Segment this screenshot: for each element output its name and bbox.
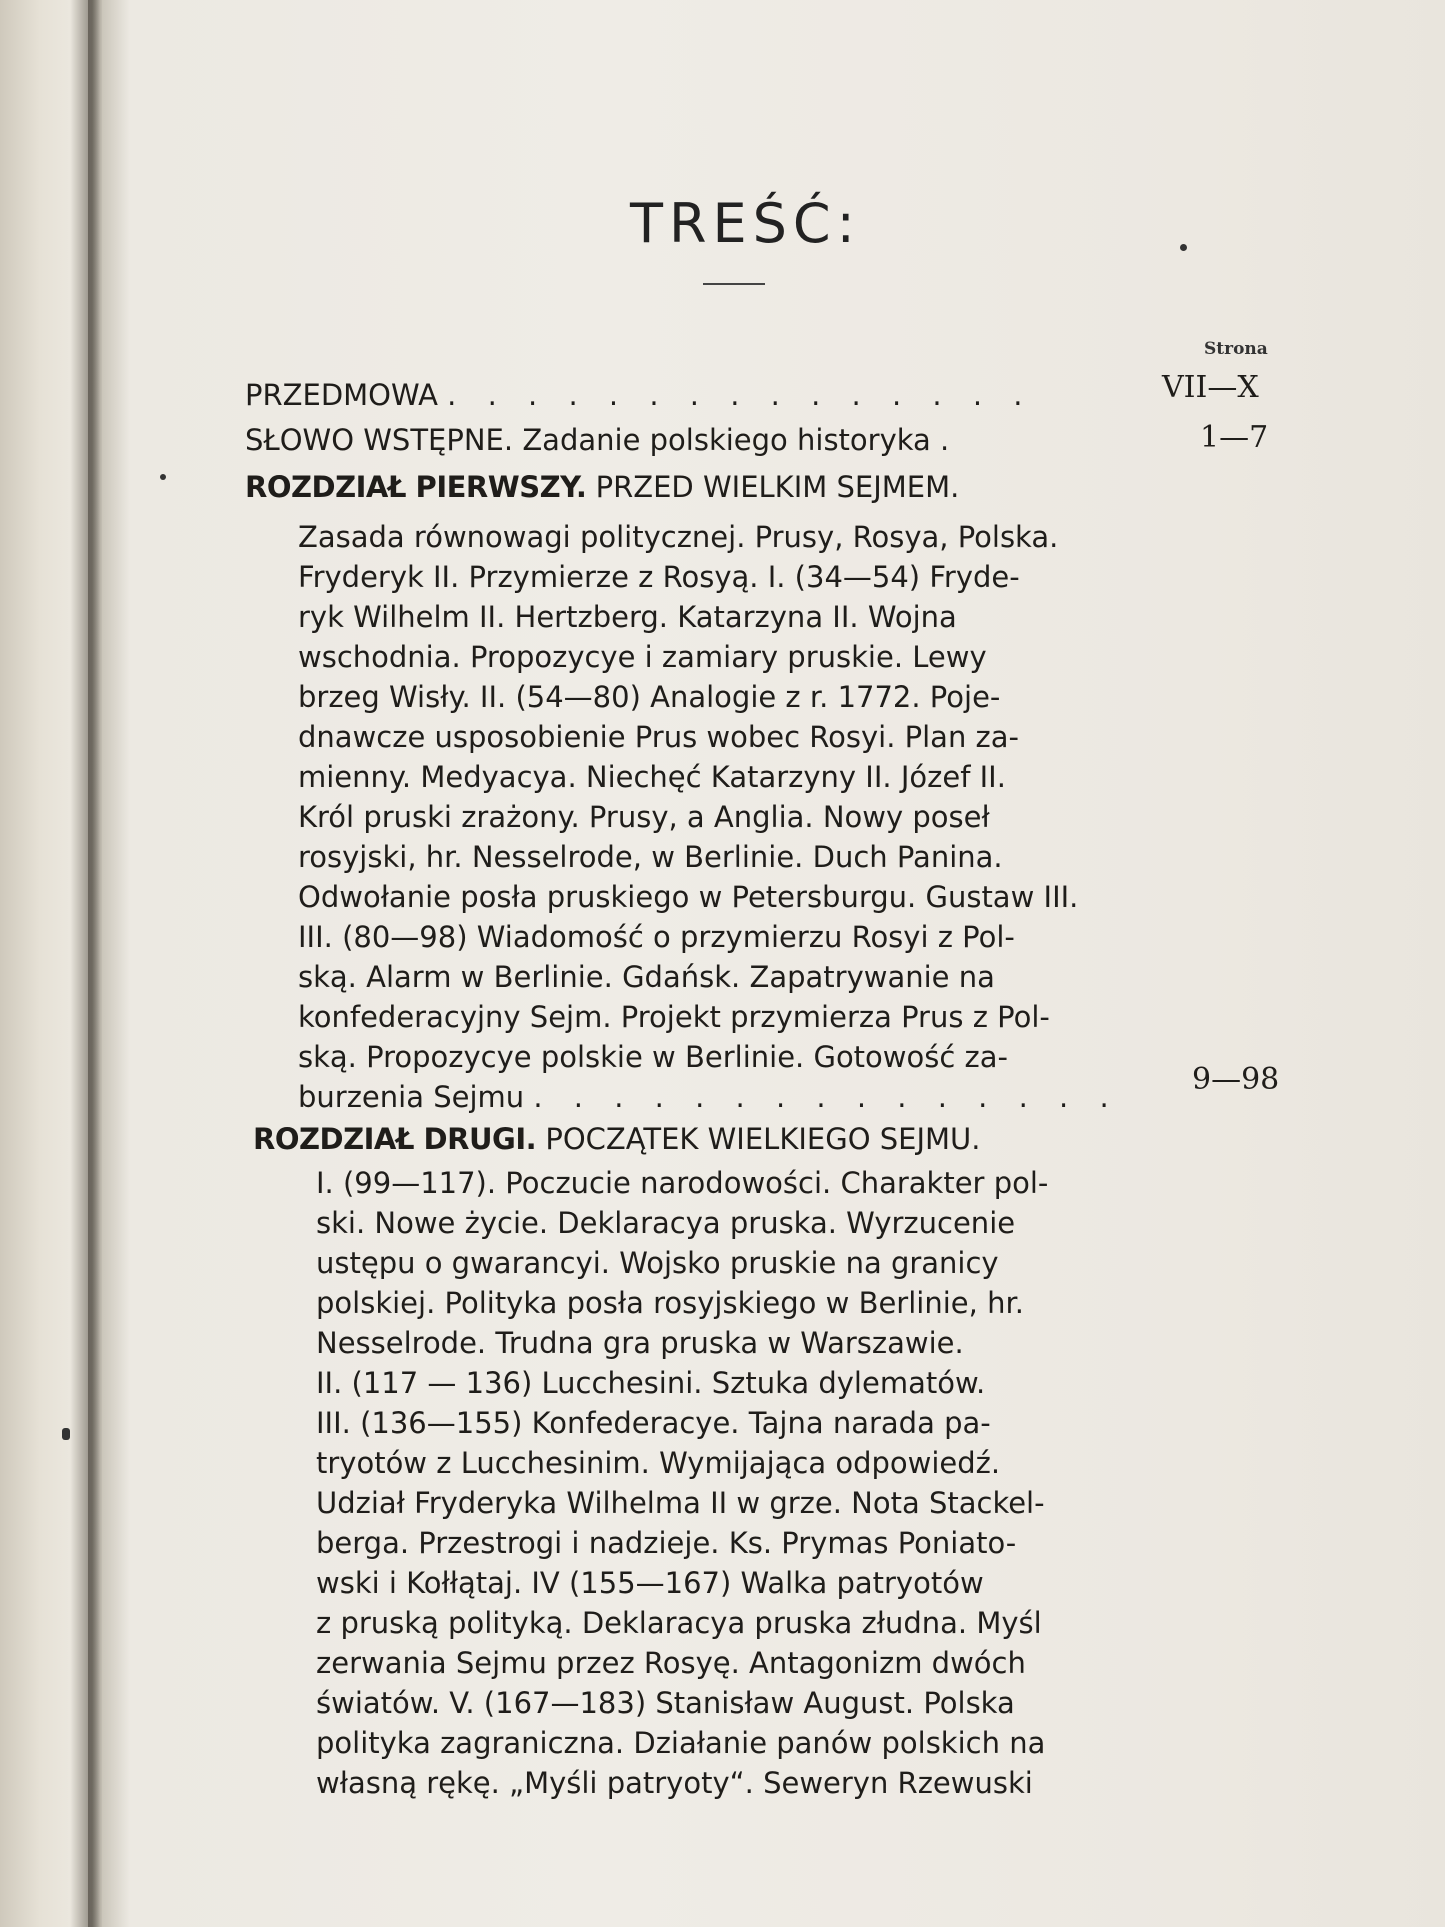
toc-entry-pages: 9—98 [1192,1062,1280,1097]
chapter-summary-line: światów. V. (167—183) Stanisław August. Polska [316,1686,1015,1720]
toc-entry-label: SŁOWO WSTĘPNE. Zadanie polskiego historyka . [245,423,950,457]
toc-entry-label: PRZEDMOWA [245,378,438,412]
chapter-title: PRZED WIELKIM SEJMEM. [595,470,960,504]
chapter-summary-line: dnawcze usposobienie Prus wobec Rosyi. Plan za- [298,720,1020,754]
ink-speck [1180,244,1187,251]
chapter-summary-line: wski i Kołłątaj. IV (155—167) Walka patryotów [316,1566,984,1600]
chapter-summary-line: własną rękę. „Myśli patryoty“. Seweryn Rzewuski [316,1766,1033,1800]
chapter-summary-line: tryotów z Lucchesinim. Wymijająca odpowiedź. [316,1446,1001,1480]
toc-entry [245,423,949,457]
chapter-summary-line: wschodnia. Propozycye i zamiary pruskie. Lewy [298,640,987,674]
chapter-heading [253,1122,981,1156]
chapter-summary-line: z pruską polityką. Deklaracya pruska złudna. Myśl [316,1606,1042,1640]
book-gutter-shadow [88,0,102,1927]
chapter-summary-line: zerwania Sejmu przez Rosyę. Antagonizm dwóch [316,1646,1026,1680]
chapter-summary-line: polityka zagraniczna. Działanie panów polskich na [316,1726,1046,1760]
chapter-summary-line: Nesselrode. Trudna gra pruska w Warszawie. [316,1326,964,1360]
chapter-summary-line: ryk Wilhelm II. Hertzberg. Katarzyna II. Wojna [298,600,957,634]
leader-dots: . . . . . . . . . . . . . . . [533,1080,1120,1114]
chapter-summary-line: Fryderyk II. Przymierze z Rosyą. I. (34—54) Fryde- [298,560,1020,594]
page-title: TREŚĆ: [630,192,861,255]
ink-speck [160,474,166,480]
chapter-summary-line: ską. Alarm w Berlinie. Gdańsk. Zapatrywanie na [298,960,995,994]
toc-entry-pages: VII—X [1162,370,1259,405]
chapter-summary-text: burzenia Sejmu [298,1080,525,1114]
chapter-summary-line: III. (80—98) Wiadomość o przymierzu Rosyi z Pol- [298,920,1015,954]
chapter-summary-line: III. (136—155) Konfederacye. Tajna narada pa- [316,1406,991,1440]
chapter-summary-line: Król pruski zrażony. Prusy, a Anglia. Nowy poseł [298,800,990,834]
chapter-number: ROZDZIAŁ PIERWSZY. [245,470,587,504]
chapter-summary-line: Udział Fryderyka Wilhelma II w grze. Nota Stackel- [316,1486,1045,1520]
toc-entry [245,378,1034,412]
chapter-summary-line: mienny. Medyacya. Niechęć Katarzyny II. Józef II. [298,760,1006,794]
toc-entry-pages: 1—7 [1200,420,1269,455]
chapter-summary-line: Odwołanie posła pruskiego w Petersburgu. Gustaw III. [298,880,1079,914]
chapter-summary-line: rosyjski, hr. Nesselrode, w Berlinie. Duch Panina. [298,840,1003,874]
chapter-summary-line: polskiej. Polityka posła rosyjskiego w Berlinie, hr. [316,1286,1024,1320]
chapter-title: POCZĄTEK WIELKIEGO SEJMU. [545,1122,981,1156]
page-column-header: Strona [1204,339,1268,359]
ink-speck [62,1428,70,1440]
chapter-summary-line: I. (99—117). Poczucie narodowości. Charakter pol- [316,1166,1049,1200]
chapter-summary-line: ustępu o gwarancyi. Wojsko pruskie na granicy [316,1246,999,1280]
chapter-summary-line: ską. Propozycye polskie w Berlinie. Gotowość za- [298,1040,1008,1074]
chapter-summary-line: II. (117 — 136) Lucchesini. Sztuka dylematów. [316,1366,986,1400]
chapter-summary-line: konfederacyjny Sejm. Projekt przymierza Prus z Pol- [298,1000,1050,1034]
chapter-number: ROZDZIAŁ DRUGI. [253,1122,537,1156]
chapter-summary-line: Zasada równowagi politycznej. Prusy, Rosya, Polska. [298,520,1059,554]
leader-dots: . . . . . . . . . . . . . . . [447,378,1034,412]
chapter-summary-line: berga. Przestrogi i nadzieje. Ks. Prymas Poniato- [316,1526,1017,1560]
title-divider [703,283,765,285]
chapter-summary-line [298,1080,1120,1114]
chapter-summary-line: brzeg Wisły. II. (54—80) Analogie z r. 1772. Poje- [298,680,1001,714]
chapter-heading [245,470,959,504]
chapter-summary-line: ski. Nowe życie. Deklaracya pruska. Wyrzucenie [316,1206,1016,1240]
